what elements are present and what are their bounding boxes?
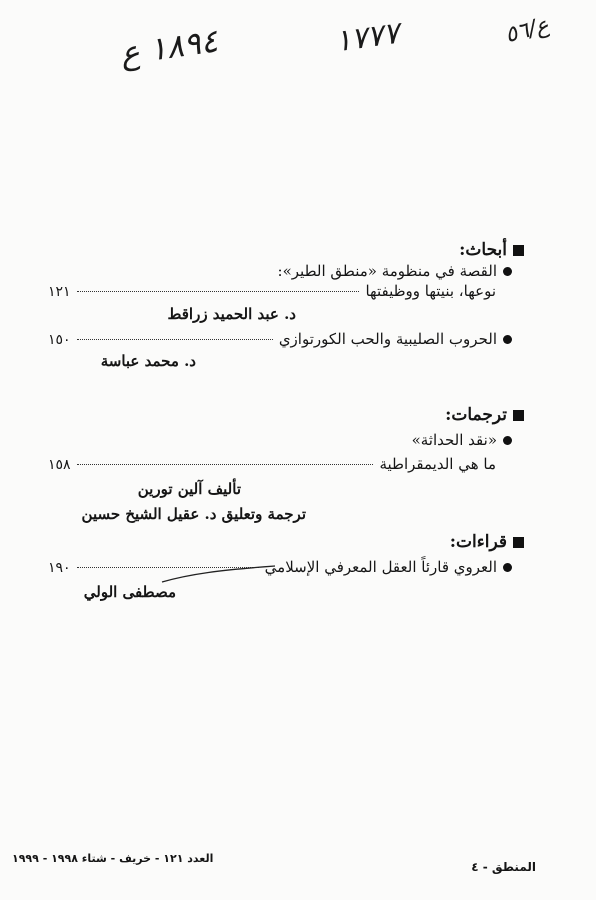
translations-item1-page: ١٥٨ xyxy=(48,457,71,473)
square-bullet-icon xyxy=(513,537,524,548)
round-bullet-icon xyxy=(503,335,512,344)
section-title-research xyxy=(459,240,524,260)
leader-dots xyxy=(77,464,374,465)
research-item1-author: د. عبد الحميد زراقط xyxy=(167,305,296,323)
round-bullet-icon xyxy=(503,436,512,445)
research-item2-page: ١٥٠ xyxy=(48,332,71,348)
readings-item1-row xyxy=(48,558,512,576)
translations-item1-row xyxy=(48,455,496,473)
section-title-translations-text: ترجمات: xyxy=(445,405,507,425)
research-item1-page: ١٢١ xyxy=(48,284,71,300)
leader-dots xyxy=(77,339,273,340)
translations-item1-translator: ترجمة وتعليق د. عقيل الشيخ حسين xyxy=(81,505,306,523)
footer-issue: العدد ١٢١ - خريف - شتاء ١٩٩٨ - ١٩٩٩ xyxy=(12,852,214,865)
translations-item1-line1 xyxy=(412,431,512,449)
readings-item1-page: ١٩٠ xyxy=(48,560,71,576)
handwritten-note-left: ١٨٩٤ ع xyxy=(117,21,221,73)
round-bullet-icon xyxy=(503,267,512,276)
research-item1-line1 xyxy=(278,262,512,280)
translations-item1-author: تأليف آلين تورين xyxy=(137,480,241,498)
section-title-translations xyxy=(445,405,524,425)
section-title-readings xyxy=(450,532,524,552)
handwritten-note-right: ع/٥٦ xyxy=(502,12,552,49)
readings-item1-title: العروي قارئاً العقل المعرفي الإسلامي xyxy=(264,558,497,576)
translations-item1-title: «نقد الحداثة» xyxy=(411,431,497,449)
handwritten-note-center: ١٧٧٧ xyxy=(332,15,402,60)
section-title-readings-text: قراءات: xyxy=(449,532,507,552)
research-item1-subtitle: نوعها، بنيتها ووظيفتها xyxy=(365,282,496,300)
footer-journal-page: المنطق - ٤ xyxy=(471,860,536,874)
research-item2-author: د. محمد عباسة xyxy=(100,352,196,370)
research-item1-title: القصة في منظومة «منطق الطير»: xyxy=(277,262,497,280)
square-bullet-icon xyxy=(513,245,524,256)
translations-item1-subtitle: ما هي الديمقراطية xyxy=(379,455,496,473)
research-item2-title: الحروب الصليبية والحب الكورتوازي xyxy=(278,330,497,348)
round-bullet-icon xyxy=(503,563,512,572)
square-bullet-icon xyxy=(513,410,524,421)
pen-scribble-mark xyxy=(160,562,280,586)
section-title-research-text: أبحاث: xyxy=(459,240,507,260)
research-item1-row xyxy=(48,282,496,300)
research-item2-row xyxy=(48,330,512,348)
readings-item1-author: مصطفى الولي xyxy=(83,583,176,601)
leader-dots xyxy=(77,291,360,292)
